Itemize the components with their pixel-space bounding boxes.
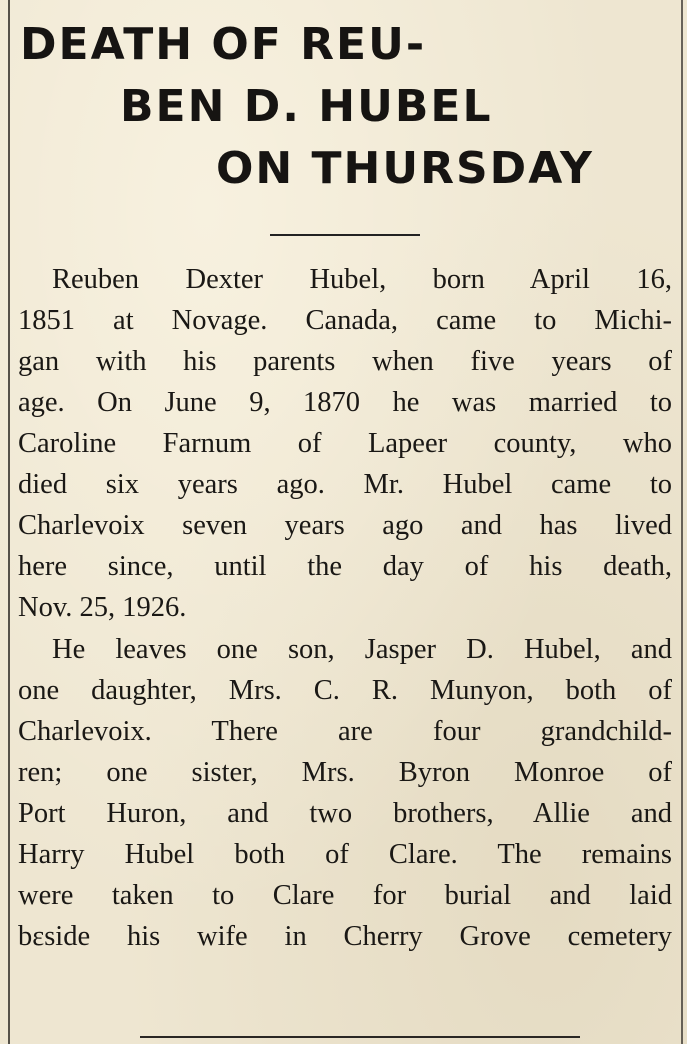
paragraph-1-line-1: Reuben Dexter Hubel, born April 16, bbox=[52, 264, 672, 295]
column-rule-left bbox=[8, 0, 10, 1044]
bottom-divider bbox=[140, 1036, 580, 1038]
paragraph-2-line-2: one daughter, Mrs. C. R. Munyon, both of bbox=[18, 675, 672, 706]
paragraph-1-line-8: here since, until the day of his death, bbox=[18, 551, 672, 582]
paragraph-1-line-5: Caroline Farnum of Lapeer county, who bbox=[18, 428, 672, 459]
paragraph-1-line-2: 1851 at Novage. Canada, came to Michi- bbox=[18, 305, 672, 336]
paragraph-2-line-4: ren; one sister, Mrs. Byron Monroe of bbox=[18, 757, 672, 788]
paragraph-1-line-3: gan with his parents when five years of bbox=[18, 346, 672, 377]
paragraph-2-line-7: were taken to Clare for burial and laid bbox=[18, 880, 672, 911]
headline-line-1: DEATH OF REU- bbox=[20, 19, 427, 70]
headline-divider bbox=[270, 234, 420, 236]
paragraph-2-line-3: Charlevoix. There are four grandchild- bbox=[18, 716, 672, 747]
paragraph-2-line-6: Harry Hubel both of Clare. The remains bbox=[18, 839, 672, 870]
paragraph-1-line-6: died six years ago. Mr. Hubel came to bbox=[18, 469, 672, 500]
paragraph-1-line-7: Charlevoix seven years ago and has lived bbox=[18, 510, 672, 541]
paragraph-2-line-5: Port Huron, and two brothers, Allie and bbox=[18, 798, 672, 829]
paragraph-1-line-9: Nov. 25, 1926. bbox=[18, 592, 187, 623]
headline-line-3: ON THURSDAY bbox=[216, 143, 594, 194]
paragraph-1-line-4: age. On June 9, 1870 he was married to bbox=[18, 387, 672, 418]
headline-line-2: BEN D. HUBEL bbox=[120, 81, 493, 132]
column-rule-right bbox=[681, 0, 683, 1044]
paragraph-2-line-8: bεside his wife in Cherry Grove cemetery bbox=[18, 921, 672, 952]
paragraph-2-line-1: He leaves one son, Jasper D. Hubel, and bbox=[52, 634, 672, 665]
